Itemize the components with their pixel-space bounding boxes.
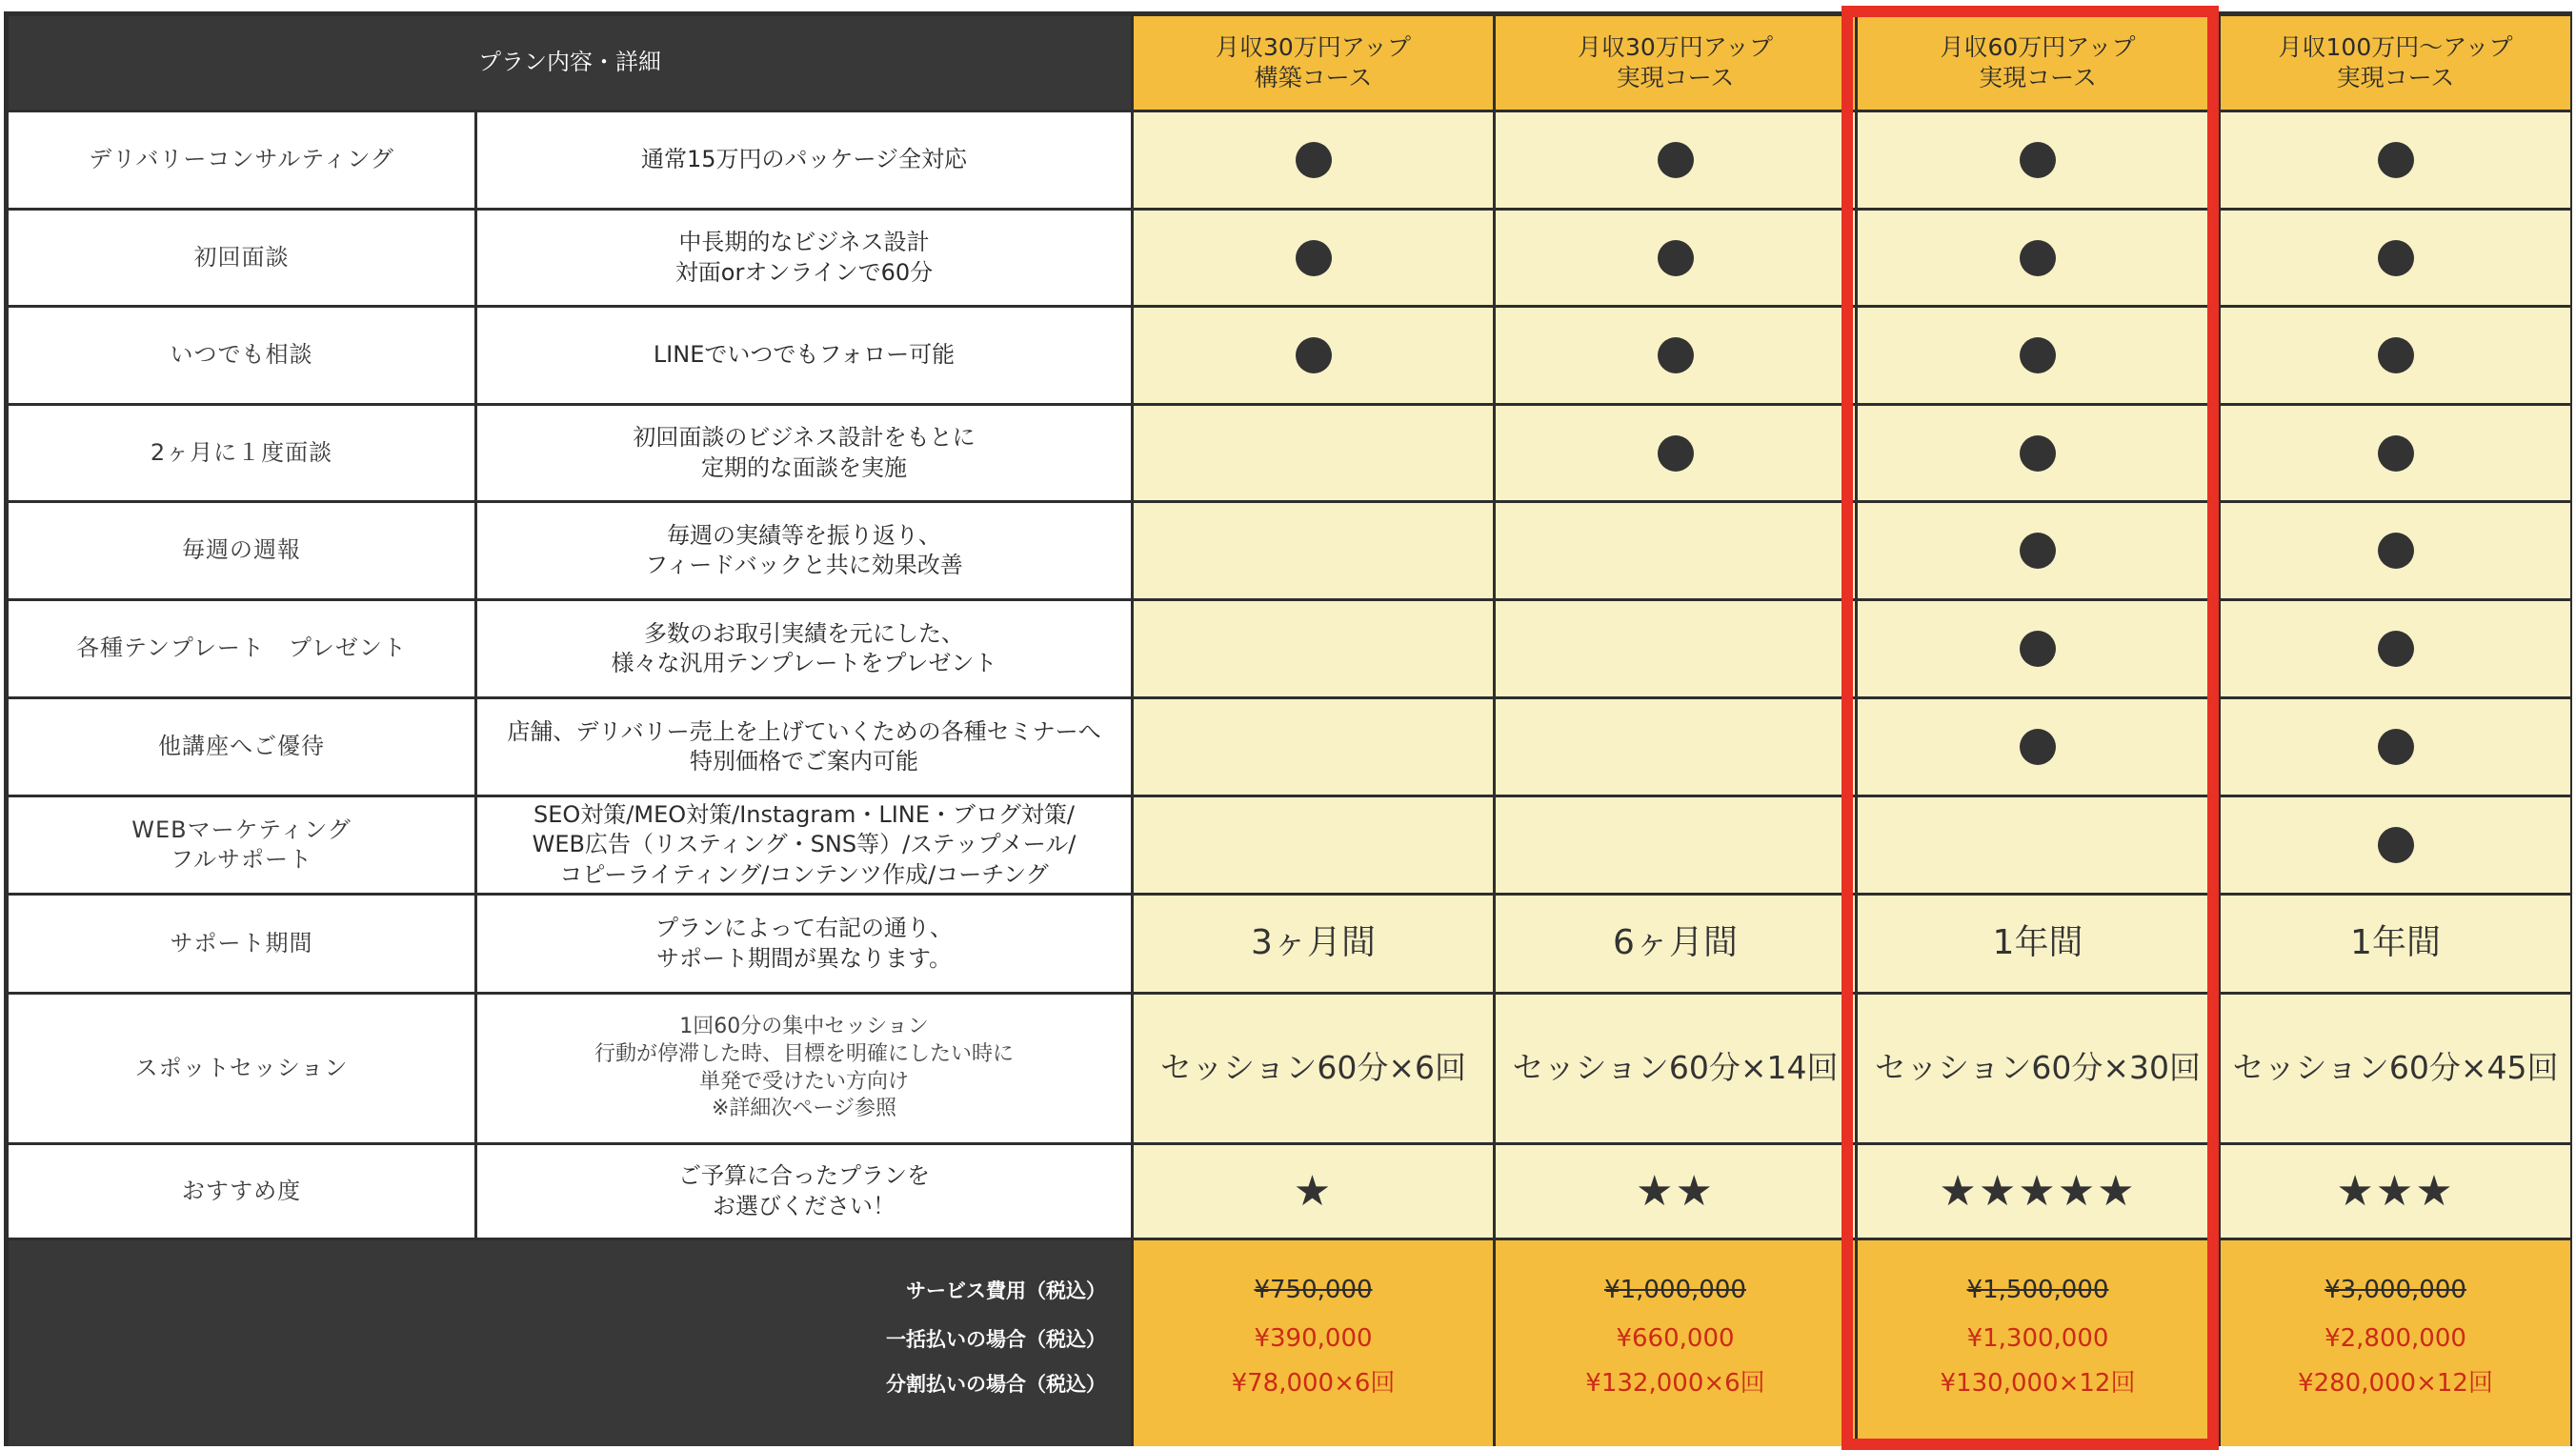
feature-description: 通常15万円のパッケージ全対応 — [640, 146, 968, 173]
plan-cell — [1858, 406, 2218, 500]
included-dot-icon — [2378, 827, 2414, 863]
feature-label: 各種テンプレート プレゼント — [76, 634, 407, 662]
recommend-label: おすすめ度 — [181, 1177, 302, 1204]
plan-name: 月収60万円アップ — [1940, 32, 2136, 61]
feature-label: 他講座へご優待 — [158, 733, 325, 760]
lump-sum-price: ¥2,800,000 — [2324, 1324, 2466, 1353]
pricing-label: サービス費用（税込） — [906, 1279, 1106, 1302]
included-dot-icon — [2378, 435, 2414, 472]
plan-cell — [1858, 308, 2218, 403]
regular-price: ¥750,000 — [1254, 1276, 1373, 1304]
feature-description-cell — [477, 797, 1131, 893]
feature-description-cell — [477, 308, 1131, 403]
support-period: 6ヶ月間 — [1613, 923, 1738, 963]
rating-stars-icon: ★ — [1293, 1166, 1334, 1216]
spot-label: スポットセッション — [134, 1054, 349, 1081]
included-dot-icon — [2020, 435, 2056, 472]
included-dot-icon — [2378, 729, 2414, 765]
feature-description: 毎週の実績等を振り返り、 フィードバックと共に効果改善 — [645, 521, 963, 578]
included-dot-icon — [2020, 631, 2056, 667]
feature-description-cell — [477, 406, 1131, 500]
feature-label-cell — [9, 112, 474, 208]
recommend-description: ご予算に合ったプランを お選びください！ — [678, 1162, 930, 1219]
included-dot-icon — [2020, 729, 2056, 765]
plan-cell — [2221, 406, 2570, 500]
plan-cell — [1858, 112, 2218, 208]
spot-session-cell — [2221, 995, 2570, 1142]
plan-cell — [1496, 601, 1855, 696]
plan-cell — [1496, 503, 1855, 598]
pricing-label: 一括払いの場合（税込） — [886, 1328, 1106, 1351]
spot-session-cell — [1134, 995, 1493, 1142]
feature-label-cell — [9, 699, 474, 795]
plan-header-3 — [1858, 16, 2218, 110]
rating-stars-icon: ★★ — [1636, 1166, 1715, 1216]
included-dot-icon — [2378, 240, 2414, 276]
feature-description: 多数のお取引実績を元にした、 様々な汎用テンプレートをプレゼント — [611, 619, 997, 676]
plan-header-2 — [1496, 16, 1855, 110]
spot-label-cell — [9, 995, 474, 1142]
plan-header-4 — [2221, 16, 2570, 110]
plan-name: 月収30万円アップ — [1577, 32, 1774, 61]
installment-price: ¥280,000×12回 — [2298, 1369, 2493, 1398]
feature-label: デリバリーコンサルティング — [89, 146, 394, 173]
plan-header-1 — [1134, 16, 1493, 110]
plan-price-cell — [2221, 1240, 2570, 1446]
plan-cell — [2221, 699, 2570, 795]
feature-description: 中長期的なビジネス設計 対面orオンラインで60分 — [674, 229, 934, 286]
included-dot-icon — [1296, 240, 1332, 276]
plan-name: 月収100万円〜アップ — [2278, 32, 2513, 61]
plan-cell — [1134, 797, 1493, 893]
feature-label: 初回面談 — [193, 243, 290, 271]
support-description-cell — [477, 896, 1131, 992]
included-dot-icon — [1296, 337, 1332, 373]
feature-description-cell — [477, 503, 1131, 598]
plan-cell — [1858, 699, 2218, 795]
plan-cell — [2221, 797, 2570, 893]
regular-price: ¥3,000,000 — [2324, 1276, 2466, 1304]
plan-cell — [1134, 406, 1493, 500]
spot-session-count: セッション60分×30回 — [1875, 1049, 2201, 1087]
plan-course: 実現コース — [1979, 64, 2097, 91]
feature-description: 初回面談のビジネス設計をもとに 定期的な面談を実施 — [633, 424, 976, 481]
plan-cell — [2221, 601, 2570, 696]
support-period: 1年間 — [1992, 923, 2083, 963]
feature-description-cell — [477, 112, 1131, 208]
plan-cell — [1496, 699, 1855, 795]
support-period-cell — [1496, 896, 1855, 992]
spot-session-cell — [1496, 995, 1855, 1142]
plan-cell — [1134, 112, 1493, 208]
regular-price: ¥1,500,000 — [1966, 1276, 2109, 1304]
recommend-description-cell — [477, 1145, 1131, 1238]
plan-course: 実現コース — [2336, 64, 2455, 91]
pricing-label: 分割払いの場合（税込） — [886, 1373, 1106, 1396]
feature-label-cell — [9, 797, 474, 893]
plan-cell — [2221, 503, 2570, 598]
plan-course: 構築コース — [1254, 64, 1373, 91]
recommend-stars-cell — [1496, 1145, 1855, 1238]
feature-description-cell — [477, 699, 1131, 795]
feature-description: 店舗、デリバリー売上を上げていくための各種セミナーへ 特別価格でご案内可能 — [507, 717, 1101, 775]
spot-session-cell — [1858, 995, 2218, 1142]
spot-session-count: セッション60分×14回 — [1512, 1049, 1839, 1087]
lump-sum-price: ¥390,000 — [1254, 1324, 1373, 1353]
plan-cell — [1496, 308, 1855, 403]
included-dot-icon — [2020, 142, 2056, 178]
header-title: プラン内容・詳細 — [478, 49, 661, 76]
support-label: サポート期間 — [170, 929, 313, 957]
feature-label-cell — [9, 503, 474, 598]
plan-cell — [1858, 601, 2218, 696]
plan-cell — [1134, 308, 1493, 403]
plan-cell — [1496, 211, 1855, 305]
plan-cell — [1134, 601, 1493, 696]
feature-description: LINEでいつでもフォロー可能 — [653, 341, 956, 369]
support-label-cell — [9, 896, 474, 992]
included-dot-icon — [2378, 142, 2414, 178]
support-period: 1年間 — [2350, 923, 2441, 963]
included-dot-icon — [2020, 533, 2056, 569]
plan-cell — [2221, 211, 2570, 305]
plan-cell — [1134, 211, 1493, 305]
spot-session-count: セッション60分×6回 — [1160, 1049, 1466, 1087]
pricing-labels-cell — [9, 1240, 1131, 1446]
spot-description-cell — [477, 995, 1131, 1142]
recommend-label-cell — [9, 1145, 474, 1238]
feature-label-cell — [9, 308, 474, 403]
included-dot-icon — [2378, 631, 2414, 667]
feature-label-cell — [9, 406, 474, 500]
included-dot-icon — [2378, 533, 2414, 569]
plan-cell — [1858, 211, 2218, 305]
recommend-stars-cell — [1134, 1145, 1493, 1238]
included-dot-icon — [1658, 240, 1694, 276]
plan-cell — [1134, 503, 1493, 598]
plan-cell — [1496, 112, 1855, 208]
included-dot-icon — [1658, 142, 1694, 178]
installment-price: ¥78,000×6回 — [1231, 1369, 1396, 1398]
plan-cell — [1858, 503, 2218, 598]
plan-name: 月収30万円アップ — [1215, 32, 1412, 61]
feature-label: 2ヶ月に１度面談 — [150, 438, 333, 466]
feature-label-cell — [9, 211, 474, 305]
plan-price-cell — [1858, 1240, 2218, 1446]
lump-sum-price: ¥660,000 — [1616, 1324, 1735, 1353]
support-period: 3ヶ月間 — [1251, 923, 1376, 963]
plan-cell — [1496, 797, 1855, 893]
support-period-cell — [1134, 896, 1493, 992]
feature-description: SEO対策/MEO対策/Instagram・LINE・ブログ対策/ WEB広告（リスティング・SNS等）/ステップメール/ コピーライティング/コンテンツ作成/コーチング — [532, 801, 1077, 888]
included-dot-icon — [1296, 142, 1332, 178]
feature-label: いつでも相談 — [170, 341, 313, 369]
regular-price: ¥1,000,000 — [1604, 1276, 1746, 1304]
header-title-cell — [9, 16, 1131, 110]
support-period-cell — [2221, 896, 2570, 992]
plan-price-cell — [1134, 1240, 1493, 1446]
rating-stars-icon: ★★★ — [2336, 1166, 2455, 1216]
support-description: プランによって右記の通り、 サポート期間が異なります。 — [655, 915, 953, 972]
spot-session-count: セッション60分×45回 — [2232, 1049, 2559, 1087]
feature-label-cell — [9, 601, 474, 696]
included-dot-icon — [2020, 337, 2056, 373]
plan-comparison-table — [4, 11, 2572, 1446]
plan-cell — [2221, 308, 2570, 403]
installment-price: ¥132,000×6回 — [1585, 1369, 1765, 1398]
included-dot-icon — [1658, 435, 1694, 472]
recommend-stars-cell — [1858, 1145, 2218, 1238]
included-dot-icon — [2378, 337, 2414, 373]
feature-description-cell — [477, 211, 1131, 305]
support-period-cell — [1858, 896, 2218, 992]
plan-cell — [1134, 699, 1493, 795]
plan-cell — [2221, 112, 2570, 208]
plan-cell — [1858, 797, 2218, 893]
included-dot-icon — [2020, 240, 2056, 276]
feature-label: WEBマーケティング フルサポート — [131, 816, 352, 873]
plan-price-cell — [1496, 1240, 1855, 1446]
plan-course: 実現コース — [1616, 64, 1735, 91]
installment-price: ¥130,000×12回 — [1940, 1369, 2136, 1398]
feature-description-cell — [477, 601, 1131, 696]
recommend-stars-cell — [2221, 1145, 2570, 1238]
rating-stars-icon: ★★★★★ — [1939, 1166, 2137, 1216]
lump-sum-price: ¥1,300,000 — [1966, 1324, 2109, 1353]
plan-cell — [1496, 406, 1855, 500]
feature-label: 毎週の週報 — [182, 536, 301, 564]
spot-description: 1回60分の集中セッション 行動が停滞した時、目標を明確にしたい時に 単発で受けたい方向け ※詳細次ページ参照 — [594, 1015, 1014, 1121]
included-dot-icon — [1658, 337, 1694, 373]
